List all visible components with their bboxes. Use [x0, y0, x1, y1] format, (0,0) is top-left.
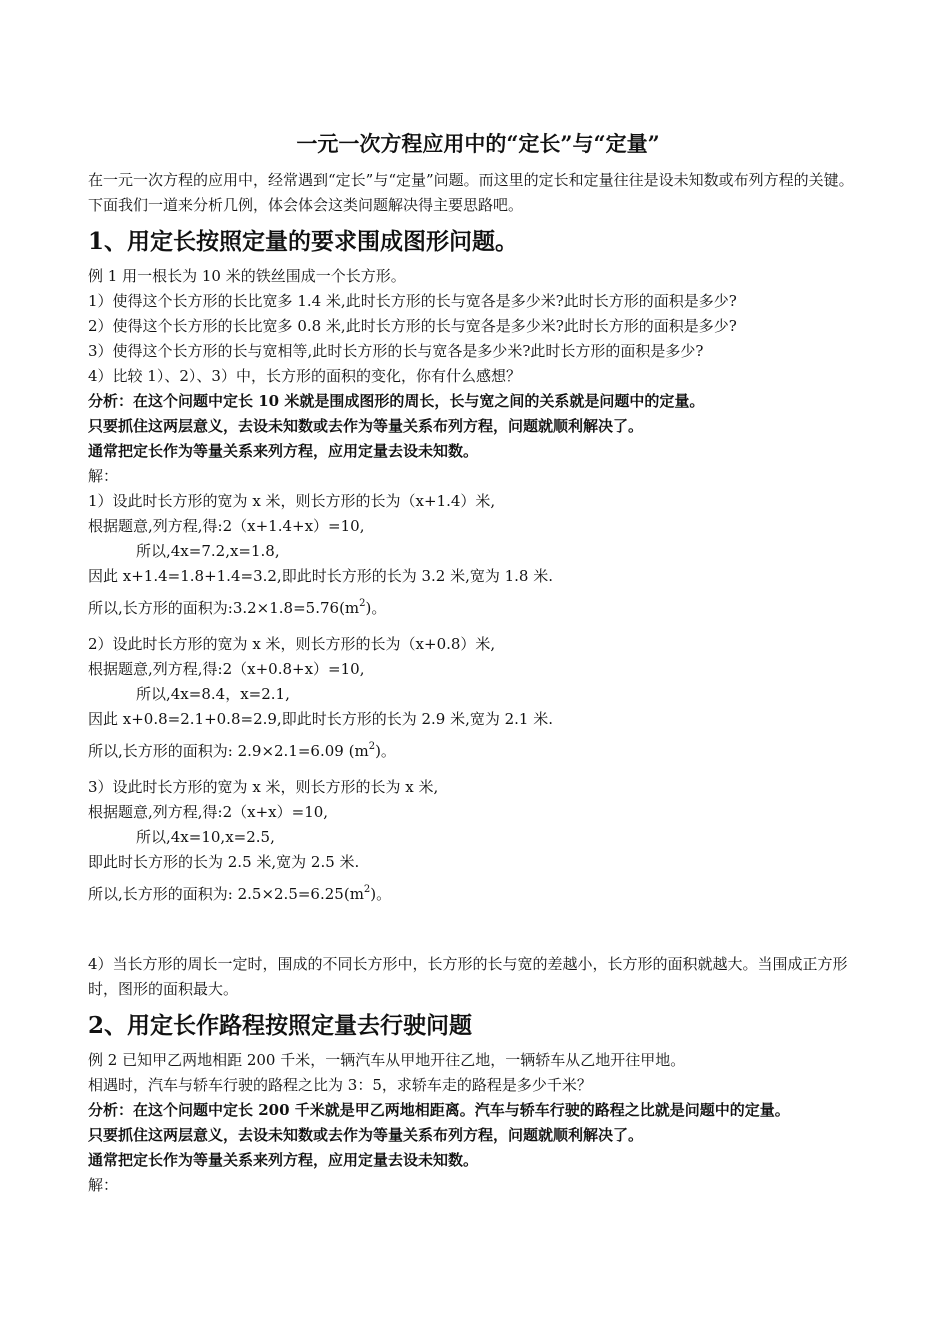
section-1-heading: 1、用定长按照定量的要求围成图形问题。: [88, 228, 519, 255]
part2-area-text: 所以,长方形的面积为: 2.9×2.1=6.09 (m: [88, 742, 369, 760]
question-2: 2）使得这个长方形的长比宽多 0.8 米,此时长方形的长与宽各是多少米?此时长方形的面积是多少?: [88, 317, 737, 335]
part1-line-1: 1）设此时长方形的宽为 x 米，则长方形的长为（x+1.4）米,: [88, 492, 496, 510]
part2-line-1: 2）设此时长方形的宽为 x 米，则长方形的长为（x+0.8）米,: [88, 635, 496, 653]
part2-area-end: )。: [375, 742, 396, 760]
analysis2-line-2: 只要抓住这两层意义，去设未知数或去作为等量关系布列方程，问题就顺利解决了。: [88, 1126, 644, 1144]
part3-area-sup: 2: [363, 884, 371, 895]
part1-area-text: 所以,长方形的面积为:3.2×1.8=5.76(m: [88, 599, 360, 617]
part3-area: [88, 881, 868, 910]
analysis-line-1: 分析：在这个问题中定长 10 米就是围成图形的周长，长与宽之间的关系就是问题中的定量。: [88, 392, 705, 410]
part1-solve: 所以,4x=7.2,x=1.8,: [136, 542, 280, 560]
part3-line-1: 3）设此时长方形的宽为 x 米，则长方形的长为 x 米,: [88, 778, 439, 796]
analysis-line-2: 只要抓住这两层意义，去设未知数或去作为等量关系布列方程，问题就顺利解决了。: [88, 417, 644, 435]
part2-area-sup: 2: [368, 741, 376, 752]
intro-paragraph: 在一元一次方程的应用中，经常遇到“定长”与“定量”问题。而这里的定长和定量往往是设未知数或布列方程的关键。下面我们一道来分析几例，体会体会这类问题解决得主要思路吧。: [88, 171, 854, 214]
example-1: 例 1 用一根长为 10 米的铁丝围成一个长方形。: [88, 267, 406, 285]
solution2-label: 解：: [88, 1176, 119, 1194]
part1-line-2: 根据题意,列方程,得:2（x+1.4+x）=10,: [88, 517, 365, 535]
example-2-line-1: 例 2 已知甲乙两地相距 200 千米，一辆汽车从甲地开往乙地，一辆轿车从乙地开往甲地。: [88, 1051, 686, 1069]
question-1: 1）使得这个长方形的长比宽多 1.4 米,此时长方形的长与宽各是多少米?此时长方形的面积是多少?: [88, 292, 737, 310]
analysis2-line-3: 通常把定长作为等量关系来列方程，应用定量去设未知数。: [88, 1151, 479, 1169]
part2-solve: 所以,4x=8.4，x=2.1,: [136, 685, 290, 703]
conclusion: 4）当长方形的周长一定时，围成的不同长方形中，长方形的长与宽的差越小，长方形的面积就越大。当围成正方形时，图形的面积最大。: [88, 955, 848, 998]
page-title: 一元一次方程应用中的“定长”与“定量”: [296, 131, 660, 156]
analysis2-line-1: 分析：在这个问题中定长 200 千米就是甲乙两地相距离。汽车与轿车行驶的路程之比就是问题中的定量。: [88, 1101, 790, 1119]
part1-area: [88, 595, 868, 624]
question-4: 4）比较 1）、2）、3）中，长方形的面积的变化，你有什么感想？: [88, 367, 521, 385]
part2-result: 因此 x+0.8=2.1+0.8=2.9,即此时长方形的长为 2.9 米,宽为 2.1 米.: [88, 710, 554, 728]
solution-label: 解：: [88, 467, 119, 485]
part1-area-end: )。: [365, 599, 387, 617]
analysis-line-3: 通常把定长作为等量关系来列方程，应用定量去设未知数。: [88, 442, 479, 460]
part3-result: 即此时长方形的长为 2.5 米,宽为 2.5 米.: [88, 853, 360, 871]
section-2-heading: 2、用定长作路程按照定量去行驶问题: [88, 1012, 473, 1039]
part1-area-sup: 2: [359, 598, 366, 609]
question-3: 3）使得这个长方形的长与宽相等,此时长方形的长与宽各是多少米?此时长方形的面积是多少?: [88, 342, 704, 360]
part3-area-end: )。: [370, 885, 392, 903]
document-page: [88, 128, 868, 1198]
part3-solve: 所以,4x=10,x=2.5,: [136, 828, 275, 846]
part3-line-2: 根据题意,列方程,得:2（x+x）=10,: [88, 803, 329, 821]
part2-line-2: 根据题意,列方程,得:2（x+0.8+x）=10,: [88, 660, 365, 678]
part2-area: [88, 738, 868, 767]
example-2-line-2: 相遇时，汽车与轿车行驶的路程之比为 3：5，求轿车走的路程是多少千米？: [88, 1076, 592, 1094]
part1-result: 因此 x+1.4=1.8+1.4=3.2,即此时长方形的长为 3.2 米,宽为 1.8 米.: [88, 567, 554, 585]
part3-area-text: 所以,长方形的面积为: 2.5×2.5=6.25(m: [88, 885, 364, 903]
spacer: [88, 918, 868, 952]
